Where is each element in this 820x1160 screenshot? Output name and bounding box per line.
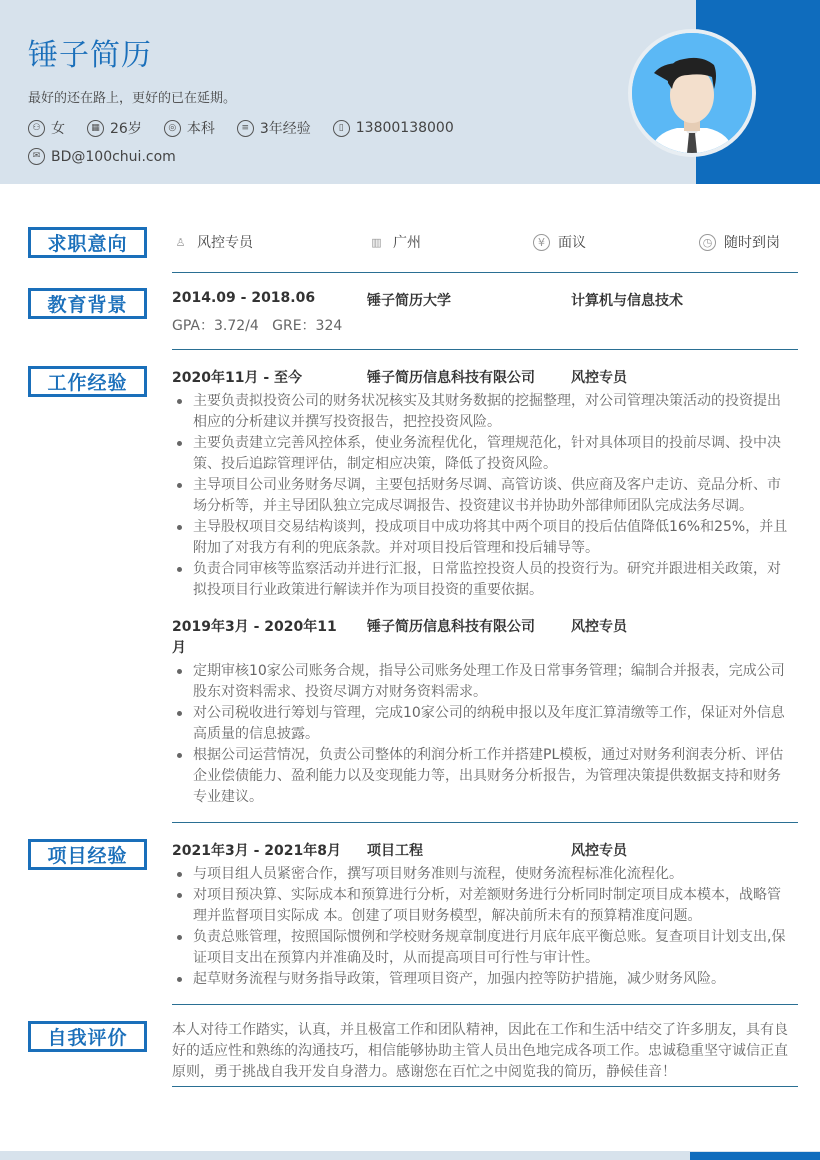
phone-value: 13800138000 [355, 120, 454, 136]
avatar-illustration-icon [632, 33, 752, 153]
job-period: 2019年3月 - 2020年11 [172, 619, 337, 635]
intent-salary [533, 232, 586, 252]
list-item: 负责总账管理，按照国际惯例和学校财务规章制度进行月底年底平衡总账。复查项目计划支出,保证项目支出在预算内并准确及时，从而提高项目可行性与审计性。 [172, 927, 788, 969]
info-gender [28, 118, 65, 138]
education-icon: ◎ [164, 120, 181, 137]
education-major: 计算机与信息技术 [571, 293, 683, 309]
job-role: 风控专员 [571, 619, 627, 635]
divider [172, 822, 798, 823]
job-role: 风控专员 [571, 370, 627, 386]
age-value: 26岁 [110, 121, 142, 137]
education-school: 锤子简历大学 [367, 293, 451, 309]
education-period: 2014.09 - 2018.06 [172, 290, 316, 306]
section-title-work: 工作经验 [28, 366, 147, 397]
education-value: 本科 [186, 121, 215, 137]
info-phone [333, 120, 454, 137]
job-period-cont: 月 [172, 640, 186, 656]
intent-availability [699, 232, 780, 252]
email-icon: ✉ [28, 148, 45, 165]
section-title-project: 项目经验 [28, 839, 147, 870]
list-item: 根据公司运营情况，负责公司整体的利润分析工作并搭建PL模板，通过对财务利润表分析、评估企业偿债能力、盈利能力以及变现能力等，出具财务分析报告，为管理决策提供数据支持和财务专业建议。 [172, 745, 788, 808]
list-item: 主导股权项目交易结构谈判，投成项目中成功将其中两个项目的投后估值降低16%和25%，并且附加了对我方有利的兜底条款。并对项目投后管理和投后辅导等。 [172, 517, 788, 559]
building-icon: ▥ [371, 235, 382, 249]
project-period: 2021年3月 - 2021年8月 [172, 843, 341, 859]
list-item: 与项目组人员紧密合作，撰写项目财务准则与流程，使财务流程标准化流程化。 [172, 864, 788, 885]
personal-info-row [28, 118, 476, 138]
intent-position-value: 风控专员 [197, 235, 253, 251]
list-item: 主要负责拟投资公司的财务状况核实及其财务数据的挖掘整理，对公司管理决策活动的投资提出相应的分析建议并撰写投资报告，把控投资风险。 [172, 391, 788, 433]
divider [172, 1004, 798, 1005]
age-icon: ▦ [87, 120, 104, 137]
email-value: BD@100chui.com [51, 148, 176, 165]
list-item: 主导项目公司业务财务尽调，主要包括财务尽调、高管访谈、供应商及客户走访、竞品分析、市场分析等，并主导团队独立完成尽调报告、投资建议书并协助外部律师团队完成法务尽调。 [172, 475, 788, 517]
motto: 最好的还在路上，更好的已在延期。 [28, 91, 237, 106]
divider [172, 272, 798, 273]
job-bullets [172, 661, 788, 808]
list-item: 定期审核10家公司账务合规，指导公司账务处理工作及日常事务管理；编制合并报表，完成公司股东对资料需求、投资尽调方对财务资料需求。 [172, 661, 788, 703]
footer-accent-block [690, 1152, 820, 1160]
job-period: 2020年11月 - 至今 [172, 370, 303, 386]
experience-icon: ≡ [237, 120, 254, 137]
project-bullets [172, 864, 788, 990]
tie-icon: ♙ [175, 235, 186, 249]
resume-name: 锤子简历 [28, 38, 152, 73]
gender-value: 女 [51, 121, 65, 137]
avatar-image [632, 33, 752, 153]
info-age [87, 118, 142, 138]
section-title-education: 教育背景 [28, 288, 147, 319]
project-name: 项目工程 [367, 843, 423, 859]
divider [172, 1086, 798, 1087]
intent-salary-value: 面议 [558, 235, 586, 251]
intent-city-value: 广州 [393, 235, 421, 251]
section-title-self: 自我评价 [28, 1021, 147, 1052]
info-education [164, 118, 215, 138]
section-title-intent: 求职意向 [28, 227, 147, 258]
clock-icon: ◷ [699, 234, 716, 251]
list-item: 对项目预决算、实际成本和预算进行分析，对差额财务进行分析同时制定项目成本模本，战略管理并监督项目实际成 本。创建了项目财务模型，解决前所未有的预算精准度问题。 [172, 885, 788, 927]
intent-availability-value: 随时到岗 [724, 235, 780, 251]
list-item: 起草财务流程与财务指导政策，管理项目资产，加强内控等防护措施，减少财务风险。 [172, 969, 788, 990]
education-scores: GPA：3.72/4 GRE：324 [172, 318, 343, 334]
divider [172, 349, 798, 350]
avatar [628, 29, 756, 157]
list-item: 主要负责建立完善风控体系，使业务流程优化，管理规范化，针对具体项目的投前尽调、投中决策、投后追踪管理评估，制定相应决策，降低了投资风险。 [172, 433, 788, 475]
self-evaluation-text: 本人对待工作踏实，认真，并且极富工作和团队精神，因此在工作和生活中结交了许多朋友，具有良好的适应性和熟练的沟通技巧，相信能够协助主管人员出色地完成各项工作。忠诚稳重坚守诚信正直原则，勇于挑战自我开发自身潜力。感谢您在百忙之中阅览我的简历，静候佳音！ [172, 1022, 788, 1080]
intent-position [172, 232, 253, 252]
salary-icon: ¥ [533, 234, 550, 251]
intent-city [368, 232, 421, 252]
email-row [28, 148, 198, 165]
info-experience [237, 118, 311, 138]
experience-value: 3年经验 [259, 121, 311, 137]
list-item: 负责合同审核等监察活动并进行汇报，日常监控投资人员的投资行为。研究并跟进相关政策，对拟投项目行业政策进行解读并作为项目投资的重要依据。 [172, 559, 788, 601]
job-company: 锤子简历信息科技有限公司 [367, 370, 535, 386]
job-bullets [172, 391, 788, 601]
job-company: 锤子简历信息科技有限公司 [367, 619, 535, 635]
gender-icon: ⚇ [28, 120, 45, 137]
project-role: 风控专员 [571, 843, 627, 859]
list-item: 对公司税收进行筹划与管理，完成10家公司的纳税申报以及年度汇算清缴等工作，保证对外信息高质量的信息披露。 [172, 703, 788, 745]
phone-icon: ▯ [333, 120, 350, 137]
info-email [28, 148, 176, 165]
